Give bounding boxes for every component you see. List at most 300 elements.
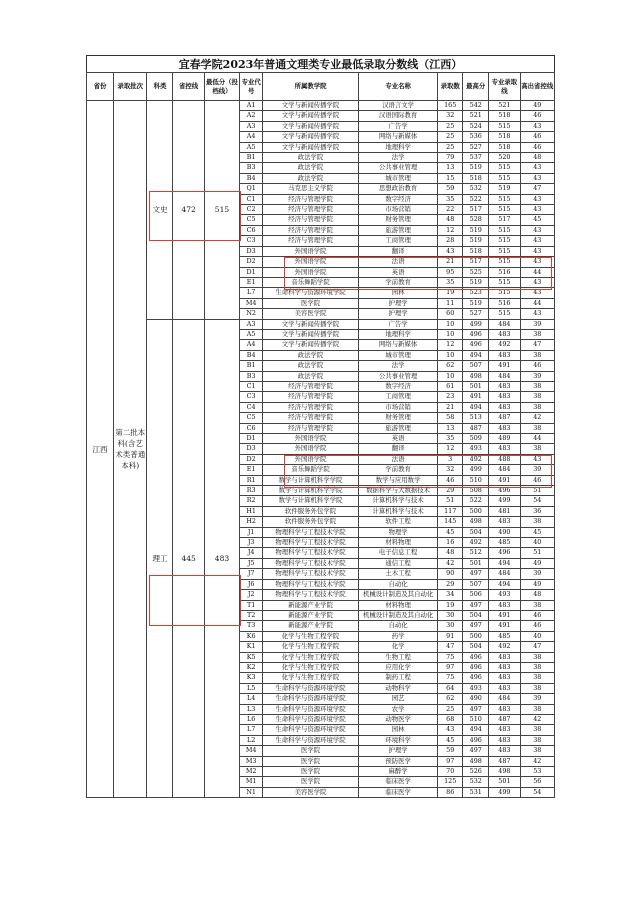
above-control-cell: 38 [520, 600, 554, 610]
admitted-count-cell: 3 [438, 454, 463, 464]
above-control-cell: 38 [520, 683, 554, 693]
major-code-cell: K5 [240, 652, 263, 662]
above-control-cell: 43 [520, 194, 554, 204]
major-cutoff-cell: 487 [489, 413, 520, 423]
highlight-box-liberal-arts [149, 191, 241, 241]
highest-score-cell: 517 [463, 257, 489, 267]
major-code-cell: J7 [240, 569, 263, 579]
above-control-cell: 38 [520, 444, 554, 454]
major-name-cell: 市场营销 [359, 402, 438, 412]
major-code-cell: D1 [240, 434, 263, 444]
major-name-cell: 财务管理 [359, 215, 438, 225]
highest-score-cell: 510 [463, 714, 489, 724]
college-cell: 文学与新闻传播学院 [263, 319, 359, 329]
admitted-count-cell: 145 [438, 517, 463, 527]
admitted-count-cell: 43 [438, 246, 463, 256]
above-control-cell: 49 [520, 101, 554, 111]
major-cutoff-cell: 483 [489, 444, 520, 454]
above-control-cell: 49 [520, 558, 554, 568]
major-name-cell: 翻译 [359, 444, 438, 454]
major-code-cell: L7 [240, 725, 263, 735]
major-code-cell: T2 [240, 610, 263, 620]
highest-score-cell: 509 [463, 434, 489, 444]
college-cell: 化学与生物工程学院 [263, 673, 359, 683]
major-code-cell: C3 [240, 392, 263, 402]
highest-score-cell: 519 [463, 277, 489, 287]
major-code-cell: R2 [240, 496, 263, 506]
major-code-cell: C6 [240, 423, 263, 433]
highest-score-cell: 500 [463, 631, 489, 641]
major-name-cell: 城市管理 [359, 173, 438, 183]
above-control-cell: 43 [520, 454, 554, 464]
highest-score-cell: 494 [463, 402, 489, 412]
major-code-cell: D3 [240, 246, 263, 256]
college-cell: 物理科学与工程技术学院 [263, 527, 359, 537]
major-name-cell: 环境科学 [359, 735, 438, 745]
major-code-cell: K6 [240, 631, 263, 641]
highest-score-cell: 496 [463, 340, 489, 350]
highest-score-cell: 500 [463, 506, 489, 516]
major-name-cell: 汉语国际教育 [359, 111, 438, 121]
major-cutoff-cell: 488 [489, 454, 520, 464]
college-cell: 马克思主义学院 [263, 184, 359, 194]
college-cell: 经济与管理学院 [263, 225, 359, 235]
major-code-cell: N2 [240, 309, 263, 319]
highest-score-cell: 496 [463, 673, 489, 683]
college-cell: 化学与生物工程学院 [263, 662, 359, 672]
college-cell: 物理科学与工程技术学院 [263, 548, 359, 558]
highest-score-cell: 510 [463, 475, 489, 485]
major-name-cell: 旅游管理 [359, 225, 438, 235]
admitted-count-cell: 45 [438, 735, 463, 745]
above-control-cell: 38 [520, 329, 554, 339]
major-cutoff-cell: 496 [489, 486, 520, 496]
college-cell: 美容医学院 [263, 787, 359, 797]
major-name-cell: 土木工程 [359, 569, 438, 579]
major-code-cell: M3 [240, 756, 263, 766]
major-code-cell: C5 [240, 413, 263, 423]
above-control-cell: 44 [520, 434, 554, 444]
admitted-count-cell: 15 [438, 173, 463, 183]
highest-score-cell: 498 [463, 756, 489, 766]
major-code-cell: H2 [240, 517, 263, 527]
college-cell: 政法学院 [263, 350, 359, 360]
major-code-cell: L6 [240, 714, 263, 724]
admitted-count-cell: 95 [438, 267, 463, 277]
college-cell: 文学与新闻传播学院 [263, 121, 359, 131]
admitted-count-cell: 12 [438, 340, 463, 350]
major-cutoff-cell: 499 [489, 787, 520, 797]
highest-score-cell: 492 [463, 538, 489, 548]
major-name-cell: 数字经济 [359, 381, 438, 391]
admitted-count-cell: 51 [438, 496, 463, 506]
highlight-box-foreign-lang-2 [284, 455, 552, 488]
admitted-count-cell: 19 [438, 600, 463, 610]
college-cell: 物理科学与工程技术学院 [263, 538, 359, 548]
above-control-cell: 47 [520, 184, 554, 194]
highest-score-cell: 513 [463, 413, 489, 423]
college-cell: 医学院 [263, 746, 359, 756]
major-cutoff-cell: 518 [489, 111, 520, 121]
admitted-count-cell: 125 [438, 777, 463, 787]
college-cell: 化学与生物工程学院 [263, 631, 359, 641]
college-cell: 化学与生物工程学院 [263, 652, 359, 662]
major-name-cell: 通信工程 [359, 558, 438, 568]
highest-score-cell: 497 [463, 569, 489, 579]
above-control-cell: 45 [520, 215, 554, 225]
above-control-cell: 42 [520, 413, 554, 423]
major-name-cell: 材料物理 [359, 538, 438, 548]
column-header: 最高分 [463, 73, 489, 101]
admitted-count-cell: 97 [438, 662, 463, 672]
above-control-cell: 46 [520, 621, 554, 631]
above-control-cell: 38 [520, 662, 554, 672]
admitted-count-cell: 79 [438, 153, 463, 163]
major-cutoff-cell: 483 [489, 517, 520, 527]
college-cell: 经济与管理学院 [263, 194, 359, 204]
document-title: 宜春学院2023年普通文理类专业最低录取分数线（江西） [86, 55, 555, 72]
highest-score-cell: 527 [463, 309, 489, 319]
highest-score-cell: 531 [463, 787, 489, 797]
highest-score-cell: 508 [463, 486, 489, 496]
above-control-cell: 38 [520, 725, 554, 735]
min-score-cell: 483 [204, 319, 239, 798]
highest-score-cell: 512 [463, 548, 489, 558]
admitted-count-cell: 86 [438, 787, 463, 797]
above-control-cell: 43 [520, 246, 554, 256]
major-cutoff-cell: 484 [489, 319, 520, 329]
above-control-cell: 46 [520, 610, 554, 620]
major-name-cell: 法语 [359, 257, 438, 267]
highest-score-cell: 527 [463, 142, 489, 152]
major-name-cell: 制药工程 [359, 673, 438, 683]
major-name-cell: 工商管理 [359, 236, 438, 246]
college-cell: 政法学院 [263, 163, 359, 173]
college-cell: 软件服务外包学院 [263, 506, 359, 516]
major-name-cell: 园林 [359, 288, 438, 298]
above-control-cell: 54 [520, 787, 554, 797]
highest-score-cell: 524 [463, 121, 489, 131]
admitted-count-cell: 32 [438, 465, 463, 475]
major-cutoff-cell: 484 [489, 371, 520, 381]
above-control-cell: 46 [520, 111, 554, 121]
major-name-cell: 自动化 [359, 579, 438, 589]
admitted-count-cell: 21 [438, 402, 463, 412]
admitted-count-cell: 62 [438, 694, 463, 704]
highest-score-cell: 504 [463, 527, 489, 537]
major-name-cell: 护理学 [359, 746, 438, 756]
above-control-cell: 46 [520, 132, 554, 142]
admitted-count-cell: 59 [438, 746, 463, 756]
major-cutoff-cell: 491 [489, 610, 520, 620]
highest-score-cell: 525 [463, 267, 489, 277]
major-code-cell: B1 [240, 153, 263, 163]
major-name-cell: 材料物理 [359, 600, 438, 610]
major-cutoff-cell: 519 [489, 184, 520, 194]
college-cell: 物理科学与工程技术学院 [263, 579, 359, 589]
admitted-count-cell: 28 [438, 236, 463, 246]
highest-score-cell: 528 [463, 215, 489, 225]
admitted-count-cell: 97 [438, 756, 463, 766]
major-code-cell: L3 [240, 704, 263, 714]
above-control-cell: 42 [520, 756, 554, 766]
major-code-cell: L2 [240, 735, 263, 745]
major-code-cell: K1 [240, 642, 263, 652]
column-header: 省份 [87, 73, 114, 101]
college-cell: 生命科学与资源环境学院 [263, 735, 359, 745]
major-cutoff-cell: 515 [489, 163, 520, 173]
major-code-cell: B3 [240, 371, 263, 381]
admitted-count-cell: 30 [438, 621, 463, 631]
major-name-cell: 旅游管理 [359, 423, 438, 433]
major-code-cell: C2 [240, 205, 263, 215]
major-code-cell: C6 [240, 225, 263, 235]
major-cutoff-cell: 492 [489, 642, 520, 652]
major-code-cell: H1 [240, 506, 263, 516]
score-sheet [86, 55, 555, 798]
major-cutoff-cell: 516 [489, 298, 520, 308]
college-cell: 新能源产业学院 [263, 610, 359, 620]
major-code-cell: C4 [240, 402, 263, 412]
column-header: 所属教学院 [263, 73, 359, 101]
highest-score-cell: 507 [463, 579, 489, 589]
admitted-count-cell: 35 [438, 277, 463, 287]
major-cutoff-cell: 481 [489, 506, 520, 516]
major-cutoff-cell: 515 [489, 194, 520, 204]
above-control-cell: 38 [520, 392, 554, 402]
above-control-cell: 43 [520, 288, 554, 298]
highest-score-cell: 522 [463, 496, 489, 506]
admitted-count-cell: 45 [438, 527, 463, 537]
column-header: 专业名称 [359, 73, 438, 101]
major-name-cell: 生物工程 [359, 652, 438, 662]
highest-score-cell: 532 [463, 777, 489, 787]
highest-score-cell: 498 [463, 371, 489, 381]
highest-score-cell: 497 [463, 621, 489, 631]
college-cell: 软件服务外包学院 [263, 517, 359, 527]
major-name-cell: 广告学 [359, 319, 438, 329]
above-control-cell: 53 [520, 767, 554, 777]
college-cell: 外国语学院 [263, 444, 359, 454]
highest-score-cell: 496 [463, 652, 489, 662]
highest-score-cell: 504 [463, 642, 489, 652]
major-name-cell: 农学 [359, 704, 438, 714]
major-code-cell: T1 [240, 600, 263, 610]
major-name-cell: 应用化学 [359, 662, 438, 672]
college-cell: 数学与计算机科学学院 [263, 475, 359, 485]
major-cutoff-cell: 483 [489, 725, 520, 735]
column-header: 科类 [147, 73, 173, 101]
highest-score-cell: 519 [463, 225, 489, 235]
admitted-count-cell: 12 [438, 225, 463, 235]
college-cell: 生命科学与资源环境学院 [263, 704, 359, 714]
college-cell: 化学与生物工程学院 [263, 642, 359, 652]
college-cell: 经济与管理学院 [263, 392, 359, 402]
province-cell: 江西 [87, 101, 114, 798]
admitted-count-cell: 70 [438, 767, 463, 777]
admitted-count-cell: 10 [438, 329, 463, 339]
above-control-cell: 42 [520, 714, 554, 724]
major-cutoff-cell: 484 [489, 465, 520, 475]
major-cutoff-cell: 487 [489, 756, 520, 766]
major-name-cell: 机械设计制造及其自动化 [359, 590, 438, 600]
above-control-cell: 47 [520, 340, 554, 350]
highest-score-cell: 499 [463, 465, 489, 475]
admitted-count-cell: 13 [438, 163, 463, 173]
college-cell: 经济与管理学院 [263, 236, 359, 246]
major-code-cell: C3 [240, 236, 263, 246]
major-name-cell: 计算机科学与技术 [359, 496, 438, 506]
college-cell: 文学与新闻传播学院 [263, 101, 359, 111]
major-cutoff-cell: 493 [489, 590, 520, 600]
major-name-cell: 广告学 [359, 121, 438, 131]
highest-score-cell: 506 [463, 590, 489, 600]
major-name-cell: 动物科学 [359, 683, 438, 693]
major-code-cell: M2 [240, 767, 263, 777]
above-control-cell: 38 [520, 673, 554, 683]
major-name-cell: 工商管理 [359, 392, 438, 402]
major-name-cell: 机械设计制造及其自动化 [359, 610, 438, 620]
major-code-cell: A2 [240, 111, 263, 121]
admitted-count-cell: 10 [438, 371, 463, 381]
admitted-count-cell: 60 [438, 309, 463, 319]
admitted-count-cell: 30 [438, 610, 463, 620]
major-cutoff-cell: 499 [489, 496, 520, 506]
major-name-cell: 学前教育 [359, 277, 438, 287]
major-code-cell: D2 [240, 454, 263, 464]
major-cutoff-cell: 483 [489, 350, 520, 360]
admitted-count-cell: 47 [438, 642, 463, 652]
major-cutoff-cell: 515 [489, 236, 520, 246]
above-control-cell: 38 [520, 652, 554, 662]
above-control-cell: 38 [520, 402, 554, 412]
major-cutoff-cell: 491 [489, 621, 520, 631]
college-cell: 数学与计算机科学学院 [263, 496, 359, 506]
admitted-count-cell: 46 [438, 475, 463, 485]
highest-score-cell: 536 [463, 132, 489, 142]
college-cell: 经济与管理学院 [263, 381, 359, 391]
college-cell: 医学院 [263, 756, 359, 766]
major-code-cell: Q1 [240, 184, 263, 194]
major-code-cell: E1 [240, 465, 263, 475]
major-name-cell: 思想政治教育 [359, 184, 438, 194]
highest-score-cell: 499 [463, 319, 489, 329]
major-code-cell: D3 [240, 444, 263, 454]
major-cutoff-cell: 483 [489, 381, 520, 391]
major-name-cell: 物理学 [359, 527, 438, 537]
major-cutoff-cell: 515 [489, 225, 520, 235]
above-control-cell: 38 [520, 704, 554, 714]
major-code-cell: C1 [240, 381, 263, 391]
admitted-count-cell: 25 [438, 121, 463, 131]
major-cutoff-cell: 515 [489, 309, 520, 319]
major-name-cell: 英语 [359, 434, 438, 444]
major-cutoff-cell: 483 [489, 600, 520, 610]
college-cell: 政法学院 [263, 371, 359, 381]
major-cutoff-cell: 483 [489, 683, 520, 693]
college-cell: 政法学院 [263, 153, 359, 163]
major-code-cell: R1 [240, 475, 263, 485]
table-header-row [87, 73, 555, 101]
major-code-cell: D2 [240, 257, 263, 267]
major-cutoff-cell: 485 [489, 631, 520, 641]
college-cell: 医学院 [263, 767, 359, 777]
highest-score-cell: 523 [463, 288, 489, 298]
major-cutoff-cell: 483 [489, 423, 520, 433]
admitted-count-cell: 61 [438, 381, 463, 391]
above-control-cell: 43 [520, 309, 554, 319]
above-control-cell: 38 [520, 517, 554, 527]
major-cutoff-cell: 483 [489, 392, 520, 402]
highest-score-cell: 542 [463, 101, 489, 111]
above-control-cell: 46 [520, 142, 554, 152]
above-control-cell: 36 [520, 506, 554, 516]
subject-cell: 文史 [147, 101, 173, 320]
above-control-cell: 38 [520, 735, 554, 745]
highest-score-cell: 501 [463, 558, 489, 568]
highest-score-cell: 519 [463, 163, 489, 173]
major-cutoff-cell: 483 [489, 746, 520, 756]
major-code-cell: J4 [240, 548, 263, 558]
major-name-cell: 园艺 [359, 694, 438, 704]
college-cell: 生命科学与资源环境学院 [263, 288, 359, 298]
major-cutoff-cell: 487 [489, 714, 520, 724]
college-cell: 经济与管理学院 [263, 215, 359, 225]
major-name-cell: 电子信息工程 [359, 548, 438, 558]
major-name-cell: 药学 [359, 631, 438, 641]
highest-score-cell: 498 [463, 517, 489, 527]
major-name-cell: 临床医学 [359, 777, 438, 787]
major-cutoff-cell: 492 [489, 340, 520, 350]
major-code-cell: M4 [240, 298, 263, 308]
highest-score-cell: 522 [463, 194, 489, 204]
column-header: 录取数 [438, 73, 463, 101]
highest-score-cell: 496 [463, 662, 489, 672]
highest-score-cell: 497 [463, 746, 489, 756]
major-code-cell: M1 [240, 777, 263, 787]
above-control-cell: 43 [520, 277, 554, 287]
above-control-cell: 46 [520, 361, 554, 371]
above-control-cell: 43 [520, 205, 554, 215]
major-name-cell: 公共事业管理 [359, 371, 438, 381]
major-code-cell: B3 [240, 163, 263, 173]
major-name-cell: 翻译 [359, 246, 438, 256]
admitted-count-cell: 58 [438, 413, 463, 423]
major-code-cell: L7 [240, 288, 263, 298]
major-cutoff-cell: 490 [489, 527, 520, 537]
highest-score-cell: 518 [463, 173, 489, 183]
college-cell: 新能源产业学院 [263, 600, 359, 610]
major-name-cell: 计算机科学与技术 [359, 506, 438, 516]
college-cell: 音乐舞蹈学院 [263, 465, 359, 475]
major-cutoff-cell: 483 [489, 329, 520, 339]
admitted-count-cell: 64 [438, 683, 463, 693]
control-cell: 472 [173, 101, 204, 320]
major-code-cell: B1 [240, 361, 263, 371]
major-cutoff-cell: 483 [489, 735, 520, 745]
major-code-cell: A3 [240, 319, 263, 329]
above-control-cell: 40 [520, 631, 554, 641]
major-code-cell: L5 [240, 683, 263, 693]
above-control-cell: 39 [520, 371, 554, 381]
major-code-cell: K3 [240, 673, 263, 683]
admitted-count-cell: 29 [438, 486, 463, 496]
college-cell: 物理科学与工程技术学院 [263, 590, 359, 600]
above-control-cell: 39 [520, 465, 554, 475]
college-cell: 外国语学院 [263, 454, 359, 464]
major-name-cell: 软件工程 [359, 517, 438, 527]
admitted-count-cell: 62 [438, 361, 463, 371]
